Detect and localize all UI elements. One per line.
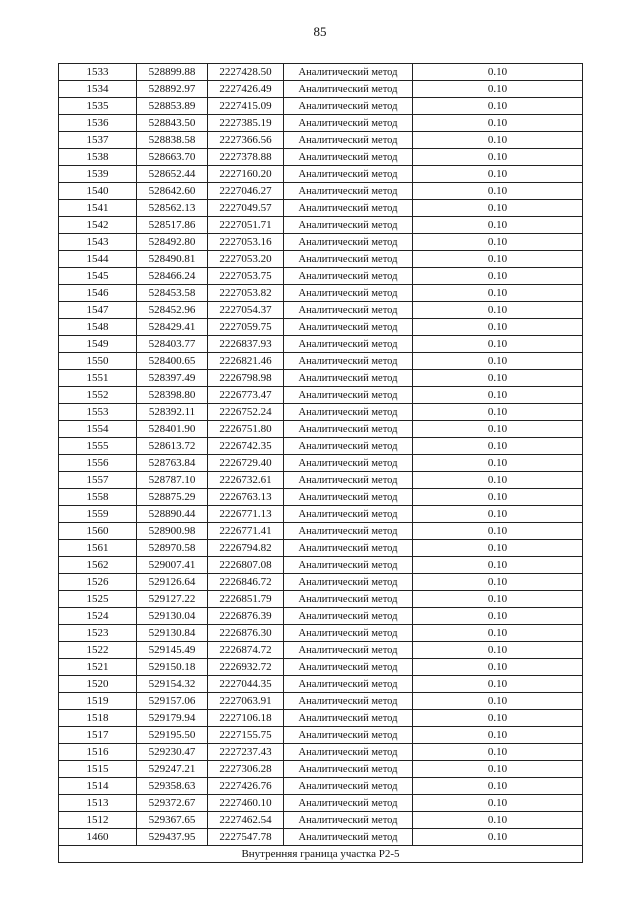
x-coordinate-cell: 529130.04 (137, 608, 208, 625)
point-number-cell: 1519 (59, 693, 137, 710)
point-number-cell: 1560 (59, 523, 137, 540)
coordinates-table-body (59, 64, 583, 846)
point-number-cell: 1523 (59, 625, 137, 642)
y-coordinate-cell: 2226807.08 (208, 557, 284, 574)
x-coordinate-cell: 528763.84 (137, 455, 208, 472)
point-number-cell: 1525 (59, 591, 137, 608)
y-coordinate-cell: 2226729.40 (208, 455, 284, 472)
table-row (59, 489, 583, 506)
table-row (59, 744, 583, 761)
x-coordinate-cell: 528397.49 (137, 370, 208, 387)
point-number-cell: 1554 (59, 421, 137, 438)
error-cell: 0.10 (413, 98, 583, 115)
method-cell: Аналитический метод (284, 183, 413, 200)
x-coordinate-cell: 528642.60 (137, 183, 208, 200)
y-coordinate-cell: 2227044.35 (208, 676, 284, 693)
table-row (59, 370, 583, 387)
table-row (59, 200, 583, 217)
error-cell: 0.10 (413, 557, 583, 574)
x-coordinate-cell: 528562.13 (137, 200, 208, 217)
error-cell: 0.10 (413, 693, 583, 710)
table-footer-row (59, 846, 583, 863)
point-number-cell: 1556 (59, 455, 137, 472)
point-number-cell: 1546 (59, 285, 137, 302)
method-cell: Аналитический метод (284, 64, 413, 81)
y-coordinate-cell: 2227046.27 (208, 183, 284, 200)
error-cell: 0.10 (413, 166, 583, 183)
x-coordinate-cell: 528403.77 (137, 336, 208, 353)
y-coordinate-cell: 2227426.49 (208, 81, 284, 98)
point-number-cell: 1526 (59, 574, 137, 591)
error-cell: 0.10 (413, 64, 583, 81)
point-number-cell: 1547 (59, 302, 137, 319)
point-number-cell: 1540 (59, 183, 137, 200)
coordinates-table (58, 63, 583, 863)
y-coordinate-cell: 2226837.93 (208, 336, 284, 353)
point-number-cell: 1548 (59, 319, 137, 336)
y-coordinate-cell: 2226763.13 (208, 489, 284, 506)
error-cell: 0.10 (413, 710, 583, 727)
x-coordinate-cell: 528517.86 (137, 217, 208, 234)
x-coordinate-cell: 528900.98 (137, 523, 208, 540)
page-number: 85 (313, 24, 327, 39)
point-number-cell: 1552 (59, 387, 137, 404)
table-row (59, 761, 583, 778)
error-cell: 0.10 (413, 285, 583, 302)
table-row (59, 574, 583, 591)
table-row (59, 132, 583, 149)
error-cell: 0.10 (413, 829, 583, 846)
method-cell: Аналитический метод (284, 387, 413, 404)
method-cell: Аналитический метод (284, 778, 413, 795)
point-number-cell: 1512 (59, 812, 137, 829)
table-row (59, 166, 583, 183)
table-row (59, 591, 583, 608)
method-cell: Аналитический метод (284, 166, 413, 183)
method-cell: Аналитический метод (284, 251, 413, 268)
y-coordinate-cell: 2227428.50 (208, 64, 284, 81)
table-row (59, 183, 583, 200)
method-cell: Аналитический метод (284, 506, 413, 523)
table-row (59, 557, 583, 574)
x-coordinate-cell: 529179.94 (137, 710, 208, 727)
method-cell: Аналитический метод (284, 710, 413, 727)
y-coordinate-cell: 2226773.47 (208, 387, 284, 404)
table-row (59, 676, 583, 693)
table-row (59, 387, 583, 404)
y-coordinate-cell: 2227366.56 (208, 132, 284, 149)
table-row (59, 625, 583, 642)
error-cell: 0.10 (413, 795, 583, 812)
point-number-cell: 1545 (59, 268, 137, 285)
table-row (59, 812, 583, 829)
error-cell: 0.10 (413, 336, 583, 353)
error-cell: 0.10 (413, 676, 583, 693)
table-row (59, 336, 583, 353)
point-number-cell: 1516 (59, 744, 137, 761)
table-row (59, 659, 583, 676)
method-cell: Аналитический метод (284, 761, 413, 778)
x-coordinate-cell: 528453.58 (137, 285, 208, 302)
y-coordinate-cell: 2226876.39 (208, 608, 284, 625)
y-coordinate-cell: 2226874.72 (208, 642, 284, 659)
y-coordinate-cell: 2227378.88 (208, 149, 284, 166)
x-coordinate-cell: 528853.89 (137, 98, 208, 115)
error-cell: 0.10 (413, 608, 583, 625)
y-coordinate-cell: 2227462.54 (208, 812, 284, 829)
y-coordinate-cell: 2226771.13 (208, 506, 284, 523)
x-coordinate-cell: 528613.72 (137, 438, 208, 455)
table-row (59, 404, 583, 421)
boundary-caption: Внутренняя граница участка Р2-5 (59, 846, 583, 863)
method-cell: Аналитический метод (284, 574, 413, 591)
method-cell: Аналитический метод (284, 608, 413, 625)
error-cell: 0.10 (413, 234, 583, 251)
x-coordinate-cell: 529130.84 (137, 625, 208, 642)
error-cell: 0.10 (413, 506, 583, 523)
x-coordinate-cell: 528392.11 (137, 404, 208, 421)
y-coordinate-cell: 2226821.46 (208, 353, 284, 370)
x-coordinate-cell: 528490.81 (137, 251, 208, 268)
point-number-cell: 1538 (59, 149, 137, 166)
x-coordinate-cell: 529358.63 (137, 778, 208, 795)
x-coordinate-cell: 528663.70 (137, 149, 208, 166)
error-cell: 0.10 (413, 540, 583, 557)
error-cell: 0.10 (413, 319, 583, 336)
method-cell: Аналитический метод (284, 370, 413, 387)
error-cell: 0.10 (413, 387, 583, 404)
table-row (59, 829, 583, 846)
point-number-cell: 1562 (59, 557, 137, 574)
table-row (59, 64, 583, 81)
x-coordinate-cell: 528970.58 (137, 540, 208, 557)
y-coordinate-cell: 2227063.91 (208, 693, 284, 710)
point-number-cell: 1522 (59, 642, 137, 659)
error-cell: 0.10 (413, 472, 583, 489)
point-number-cell: 1513 (59, 795, 137, 812)
method-cell: Аналитический метод (284, 693, 413, 710)
method-cell: Аналитический метод (284, 268, 413, 285)
table-row (59, 268, 583, 285)
error-cell: 0.10 (413, 353, 583, 370)
method-cell: Аналитический метод (284, 421, 413, 438)
table-row (59, 693, 583, 710)
y-coordinate-cell: 2227053.20 (208, 251, 284, 268)
y-coordinate-cell: 2226876.30 (208, 625, 284, 642)
method-cell: Аналитический метод (284, 132, 413, 149)
table-row (59, 540, 583, 557)
x-coordinate-cell: 528492.80 (137, 234, 208, 251)
point-number-cell: 1533 (59, 64, 137, 81)
point-number-cell: 1524 (59, 608, 137, 625)
x-coordinate-cell: 529154.32 (137, 676, 208, 693)
x-coordinate-cell: 528890.44 (137, 506, 208, 523)
error-cell: 0.10 (413, 438, 583, 455)
point-number-cell: 1553 (59, 404, 137, 421)
y-coordinate-cell: 2226932.72 (208, 659, 284, 676)
method-cell: Аналитический метод (284, 438, 413, 455)
method-cell: Аналитический метод (284, 812, 413, 829)
table-row (59, 642, 583, 659)
x-coordinate-cell: 528787.10 (137, 472, 208, 489)
method-cell: Аналитический метод (284, 540, 413, 557)
table-row (59, 421, 583, 438)
method-cell: Аналитический метод (284, 217, 413, 234)
y-coordinate-cell: 2226751.80 (208, 421, 284, 438)
x-coordinate-cell: 529150.18 (137, 659, 208, 676)
y-coordinate-cell: 2227054.37 (208, 302, 284, 319)
x-coordinate-cell: 529372.67 (137, 795, 208, 812)
y-coordinate-cell: 2227053.75 (208, 268, 284, 285)
table-row (59, 455, 583, 472)
error-cell: 0.10 (413, 489, 583, 506)
y-coordinate-cell: 2227053.82 (208, 285, 284, 302)
point-number-cell: 1555 (59, 438, 137, 455)
table-row (59, 217, 583, 234)
method-cell: Аналитический метод (284, 336, 413, 353)
method-cell: Аналитический метод (284, 489, 413, 506)
point-number-cell: 1460 (59, 829, 137, 846)
error-cell: 0.10 (413, 217, 583, 234)
table-row (59, 285, 583, 302)
y-coordinate-cell: 2227155.75 (208, 727, 284, 744)
error-cell: 0.10 (413, 404, 583, 421)
error-cell: 0.10 (413, 183, 583, 200)
x-coordinate-cell: 529145.49 (137, 642, 208, 659)
error-cell: 0.10 (413, 812, 583, 829)
x-coordinate-cell: 528899.88 (137, 64, 208, 81)
error-cell: 0.10 (413, 727, 583, 744)
x-coordinate-cell: 528838.58 (137, 132, 208, 149)
point-number-cell: 1558 (59, 489, 137, 506)
y-coordinate-cell: 2227460.10 (208, 795, 284, 812)
point-number-cell: 1520 (59, 676, 137, 693)
table-row (59, 710, 583, 727)
error-cell: 0.10 (413, 778, 583, 795)
x-coordinate-cell: 529247.21 (137, 761, 208, 778)
table-row (59, 234, 583, 251)
x-coordinate-cell: 528843.50 (137, 115, 208, 132)
point-number-cell: 1544 (59, 251, 137, 268)
point-number-cell: 1514 (59, 778, 137, 795)
error-cell: 0.10 (413, 268, 583, 285)
table-row (59, 438, 583, 455)
error-cell: 0.10 (413, 761, 583, 778)
y-coordinate-cell: 2227049.57 (208, 200, 284, 217)
table-row (59, 795, 583, 812)
y-coordinate-cell: 2226798.98 (208, 370, 284, 387)
table-row (59, 251, 583, 268)
error-cell: 0.10 (413, 421, 583, 438)
x-coordinate-cell: 529007.41 (137, 557, 208, 574)
method-cell: Аналитический метод (284, 829, 413, 846)
method-cell: Аналитический метод (284, 98, 413, 115)
x-coordinate-cell: 529126.64 (137, 574, 208, 591)
method-cell: Аналитический метод (284, 149, 413, 166)
y-coordinate-cell: 2227426.76 (208, 778, 284, 795)
error-cell: 0.10 (413, 200, 583, 217)
error-cell: 0.10 (413, 625, 583, 642)
point-number-cell: 1535 (59, 98, 137, 115)
x-coordinate-cell: 528398.80 (137, 387, 208, 404)
y-coordinate-cell: 2226794.82 (208, 540, 284, 557)
method-cell: Аналитический метод (284, 455, 413, 472)
method-cell: Аналитический метод (284, 591, 413, 608)
method-cell: Аналитический метод (284, 744, 413, 761)
point-number-cell: 1551 (59, 370, 137, 387)
x-coordinate-cell: 528401.90 (137, 421, 208, 438)
y-coordinate-cell: 2226742.35 (208, 438, 284, 455)
point-number-cell: 1559 (59, 506, 137, 523)
method-cell: Аналитический метод (284, 285, 413, 302)
method-cell: Аналитический метод (284, 319, 413, 336)
error-cell: 0.10 (413, 302, 583, 319)
table-row (59, 98, 583, 115)
point-number-cell: 1539 (59, 166, 137, 183)
x-coordinate-cell: 528892.97 (137, 81, 208, 98)
point-number-cell: 1521 (59, 659, 137, 676)
table-row (59, 302, 583, 319)
x-coordinate-cell: 528875.29 (137, 489, 208, 506)
table-row (59, 506, 583, 523)
error-cell: 0.10 (413, 591, 583, 608)
x-coordinate-cell: 528452.96 (137, 302, 208, 319)
method-cell: Аналитический метод (284, 795, 413, 812)
x-coordinate-cell: 528652.44 (137, 166, 208, 183)
method-cell: Аналитический метод (284, 81, 413, 98)
method-cell: Аналитический метод (284, 676, 413, 693)
y-coordinate-cell: 2226846.72 (208, 574, 284, 591)
y-coordinate-cell: 2227415.09 (208, 98, 284, 115)
table-row (59, 778, 583, 795)
table-row (59, 81, 583, 98)
error-cell: 0.10 (413, 115, 583, 132)
point-number-cell: 1543 (59, 234, 137, 251)
error-cell: 0.10 (413, 659, 583, 676)
x-coordinate-cell: 529157.06 (137, 693, 208, 710)
x-coordinate-cell: 529437.95 (137, 829, 208, 846)
method-cell: Аналитический метод (284, 557, 413, 574)
point-number-cell: 1537 (59, 132, 137, 149)
y-coordinate-cell: 2226851.79 (208, 591, 284, 608)
point-number-cell: 1534 (59, 81, 137, 98)
method-cell: Аналитический метод (284, 404, 413, 421)
y-coordinate-cell: 2226752.24 (208, 404, 284, 421)
point-number-cell: 1557 (59, 472, 137, 489)
y-coordinate-cell: 2227306.28 (208, 761, 284, 778)
table-row (59, 115, 583, 132)
y-coordinate-cell: 2227160.20 (208, 166, 284, 183)
error-cell: 0.10 (413, 455, 583, 472)
method-cell: Аналитический метод (284, 727, 413, 744)
method-cell: Аналитический метод (284, 642, 413, 659)
method-cell: Аналитический метод (284, 659, 413, 676)
point-number-cell: 1517 (59, 727, 137, 744)
x-coordinate-cell: 529127.22 (137, 591, 208, 608)
point-number-cell: 1518 (59, 710, 137, 727)
point-number-cell: 1561 (59, 540, 137, 557)
point-number-cell: 1541 (59, 200, 137, 217)
y-coordinate-cell: 2226732.61 (208, 472, 284, 489)
y-coordinate-cell: 2226771.41 (208, 523, 284, 540)
error-cell: 0.10 (413, 149, 583, 166)
x-coordinate-cell: 528429.41 (137, 319, 208, 336)
y-coordinate-cell: 2227106.18 (208, 710, 284, 727)
error-cell: 0.10 (413, 370, 583, 387)
method-cell: Аналитический метод (284, 115, 413, 132)
table-row (59, 472, 583, 489)
y-coordinate-cell: 2227547.78 (208, 829, 284, 846)
x-coordinate-cell: 528466.24 (137, 268, 208, 285)
error-cell: 0.10 (413, 523, 583, 540)
method-cell: Аналитический метод (284, 625, 413, 642)
error-cell: 0.10 (413, 744, 583, 761)
table-row (59, 319, 583, 336)
error-cell: 0.10 (413, 81, 583, 98)
y-coordinate-cell: 2227053.16 (208, 234, 284, 251)
method-cell: Аналитический метод (284, 472, 413, 489)
method-cell: Аналитический метод (284, 200, 413, 217)
table-row (59, 149, 583, 166)
point-number-cell: 1550 (59, 353, 137, 370)
error-cell: 0.10 (413, 642, 583, 659)
x-coordinate-cell: 529367.65 (137, 812, 208, 829)
x-coordinate-cell: 528400.65 (137, 353, 208, 370)
table-row (59, 608, 583, 625)
error-cell: 0.10 (413, 574, 583, 591)
table-row (59, 523, 583, 540)
x-coordinate-cell: 529195.50 (137, 727, 208, 744)
point-number-cell: 1515 (59, 761, 137, 778)
point-number-cell: 1542 (59, 217, 137, 234)
table-row (59, 353, 583, 370)
y-coordinate-cell: 2227059.75 (208, 319, 284, 336)
point-number-cell: 1549 (59, 336, 137, 353)
y-coordinate-cell: 2227051.71 (208, 217, 284, 234)
table-row (59, 727, 583, 744)
y-coordinate-cell: 2227385.19 (208, 115, 284, 132)
y-coordinate-cell: 2227237.43 (208, 744, 284, 761)
error-cell: 0.10 (413, 251, 583, 268)
method-cell: Аналитический метод (284, 353, 413, 370)
method-cell: Аналитический метод (284, 523, 413, 540)
point-number-cell: 1536 (59, 115, 137, 132)
x-coordinate-cell: 529230.47 (137, 744, 208, 761)
method-cell: Аналитический метод (284, 302, 413, 319)
method-cell: Аналитический метод (284, 234, 413, 251)
error-cell: 0.10 (413, 132, 583, 149)
